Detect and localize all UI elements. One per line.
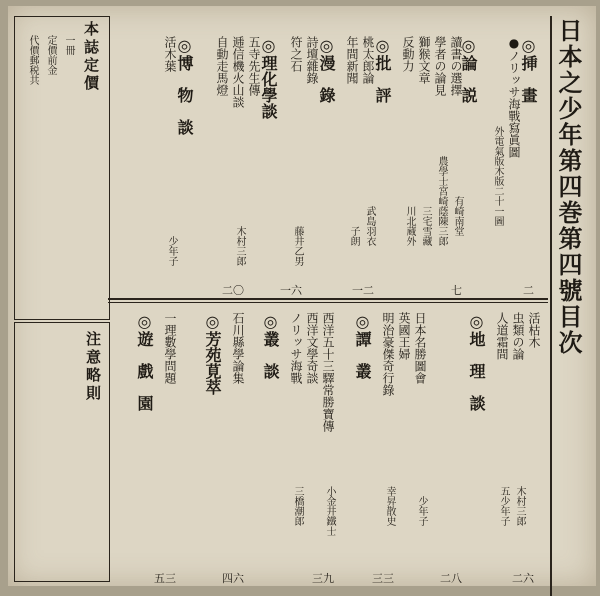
- horizontal-divider: [108, 298, 548, 300]
- toc-entry: 人道霜間: [495, 312, 509, 360]
- toc-entry: 符之石: [289, 36, 303, 72]
- toc-entry: 反動力: [401, 36, 415, 72]
- toc-entry: 五寺先生傳: [247, 36, 261, 96]
- page-number: 七: [451, 284, 462, 297]
- author-name: 子朗: [348, 226, 359, 246]
- toc-entry: 一理數學問題: [163, 312, 177, 384]
- author-name: 三宅雪藏: [420, 206, 431, 246]
- author-name: 少年子: [416, 496, 427, 526]
- toc-entry: 日本名勝圖會: [413, 312, 427, 384]
- page-number: 一六: [280, 284, 302, 297]
- section-heading: ◎挿 畫: [519, 36, 538, 103]
- author-name: 川北蔵外: [404, 206, 415, 246]
- author-name: 有崎南堂: [452, 196, 463, 236]
- toc-entry: 活枯木: [527, 312, 541, 348]
- toc-entry: 桃太郎論: [361, 36, 375, 84]
- toc-entry: 石川縣學論集: [231, 312, 245, 384]
- page-number: 三九: [312, 572, 334, 585]
- author-name: 武島羽衣: [364, 206, 375, 246]
- author-name: 小金井鐵士: [324, 486, 335, 536]
- toc-entry: 明治豪傑奇行錄: [381, 312, 395, 396]
- page-number: 三三: [372, 572, 394, 585]
- toc-entry: 讀書の選擇: [449, 36, 463, 96]
- toc-entry: ●ノリッサ海戰寫眞圖: [507, 36, 521, 158]
- section-heading: ◎理化學談: [259, 36, 278, 119]
- horizontal-divider-thin: [108, 302, 548, 303]
- toc-entry: 詩壇雜錄: [305, 36, 319, 84]
- author-name: 三橋潮郎: [292, 486, 303, 526]
- page-number: 二: [523, 284, 534, 297]
- page-number: 二六: [512, 572, 534, 585]
- magazine-page: [8, 6, 596, 586]
- toc-entry: 西洋五十三驛常勝寶傳: [321, 312, 335, 432]
- section-heading: ◎遊 戲 園: [135, 312, 154, 411]
- section-heading: ◎批 評: [373, 36, 392, 103]
- page-number: 二〇: [222, 284, 244, 297]
- toc-entry: 自動走馬燈: [215, 36, 229, 96]
- notice-box: [14, 322, 110, 582]
- section-heading: ◎地 理 談: [467, 312, 486, 411]
- author-name: 少年子: [166, 236, 177, 266]
- toc-entry: 年間新聞: [345, 36, 359, 84]
- notice-box-title: 注意略則: [84, 331, 102, 403]
- author-name: 五少年子: [498, 486, 509, 526]
- page-number: 二八: [440, 572, 462, 585]
- section-heading: ◎漫 錄: [317, 36, 336, 103]
- author-name: 幸昇散史: [384, 486, 395, 526]
- section-heading: ◎叢 談: [261, 312, 280, 379]
- section-heading: ◎譚 叢: [353, 312, 372, 379]
- price-box: [14, 16, 110, 320]
- author-name: 藤井乙男: [292, 226, 303, 266]
- title-divider: [550, 16, 552, 596]
- toc-entry: 西洋文學奇談: [305, 312, 319, 384]
- author-name: 農學士宮崎蔭陳三郎: [436, 156, 447, 246]
- price-box-title: 本誌定價: [82, 21, 100, 93]
- section-heading: ◎論 説: [459, 36, 478, 103]
- toc-entry: 活木葉: [163, 36, 177, 72]
- price-row: 代價郵税共: [27, 35, 38, 85]
- page-number: 一二: [352, 284, 374, 297]
- section-heading: ◎芳苑莧萃: [203, 312, 222, 395]
- price-rows: [19, 35, 77, 315]
- page-number: 四六: [222, 572, 244, 585]
- toc-entry: 虫類の論: [511, 312, 525, 360]
- section-heading: ◎博 物 談: [175, 36, 194, 135]
- toc-entry: 獅猴文章: [417, 36, 431, 84]
- author-name: 木村三郎: [514, 486, 525, 526]
- toc-entry: ノリッサ海戰: [289, 312, 303, 384]
- toc-entry: 外電氣版木版二十一圖: [492, 126, 503, 226]
- page-number: 五三: [154, 572, 176, 585]
- price-row: 一冊: [63, 35, 74, 55]
- toc-entry: 逓信機火山談: [231, 36, 245, 108]
- toc-entry: 學者の論見: [433, 36, 447, 96]
- toc-entry: 英國王婦: [397, 312, 411, 360]
- author-name: 木村三郎: [234, 226, 245, 266]
- price-row: 定價前金: [45, 35, 56, 75]
- page-title: 日本之少年第四巻第四號目次: [554, 18, 583, 356]
